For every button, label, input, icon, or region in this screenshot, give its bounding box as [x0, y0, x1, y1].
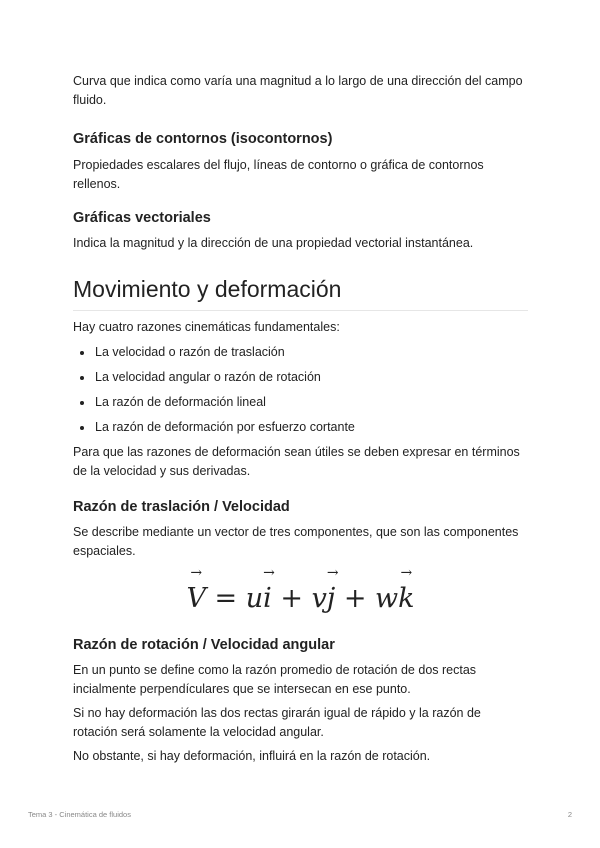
- vector-arrow-icon: →: [190, 565, 203, 581]
- vector-arrow-icon: →: [326, 565, 339, 581]
- list-item: La razón de deformación por esfuerzo cortante: [73, 418, 528, 437]
- movement-conclusion: Para que las razones de deformación sean útiles se deben expresar en términos de la velocidad y sus derivadas.: [73, 445, 520, 478]
- rotation-heading: Razón de rotación / Velocidad angular: [73, 637, 335, 653]
- translation-heading: Razón de traslación / Velocidad: [73, 499, 290, 515]
- unit-vector-k: → k: [398, 565, 415, 614]
- contours-heading: Gráficas de contornos (isocontornos): [73, 131, 333, 147]
- contours-paragraph: Propiedades escalares del flujo, líneas de contorno o gráfica de contornos rellenos.: [73, 158, 484, 191]
- list-item: La velocidad o razón de traslación: [73, 343, 528, 362]
- rotation-paragraph-2: Si no hay deformación las dos rectas girarán igual de rápido y la razón de rotación será solamente la velocidad angular.: [73, 706, 481, 739]
- list-item: La velocidad angular o razón de rotación: [73, 368, 528, 387]
- page-content: [73, 72, 528, 766]
- unit-vector-j: → j: [326, 565, 339, 614]
- translation-paragraph: Se describe mediante un vector de tres componentes, que son las componentes espaciales.: [73, 525, 519, 558]
- vector-v: → V: [186, 565, 206, 614]
- vector-arrow-icon: →: [263, 565, 275, 581]
- velocity-formula: → V = u → i + v → j + w → k: [73, 579, 528, 619]
- rotation-paragraph-1: En un punto se define como la razón promedio de rotación de dos rectas incialmente perpendículares que se intersecan en ese punto.: [73, 663, 477, 696]
- vectorial-heading: Gráficas vectoriales: [73, 210, 211, 226]
- vectorial-paragraph: Indica la magnitud y la dirección de una propiedad vectorial instantánea.: [73, 236, 474, 250]
- kinematic-list: [73, 343, 528, 437]
- unit-vector-i: → i: [263, 565, 275, 614]
- page-number: 2: [567, 810, 572, 819]
- list-item: La razón de deformación lineal: [73, 393, 528, 412]
- rotation-paragraph-3: No obstante, si hay deformación, influirá en la razón de rotación.: [73, 749, 431, 763]
- intro-paragraph: Curva que indica como varía una magnitud a lo largo de una dirección del campo fluido.: [73, 74, 523, 107]
- movement-heading: Movimiento y deformación: [73, 274, 528, 311]
- page-footer: [28, 810, 572, 819]
- footer-title: Tema 3 - Cinemática de fluidos: [28, 810, 131, 819]
- movement-intro: Hay cuatro razones cinemáticas fundamentales:: [73, 320, 340, 334]
- vector-arrow-icon: →: [400, 565, 413, 581]
